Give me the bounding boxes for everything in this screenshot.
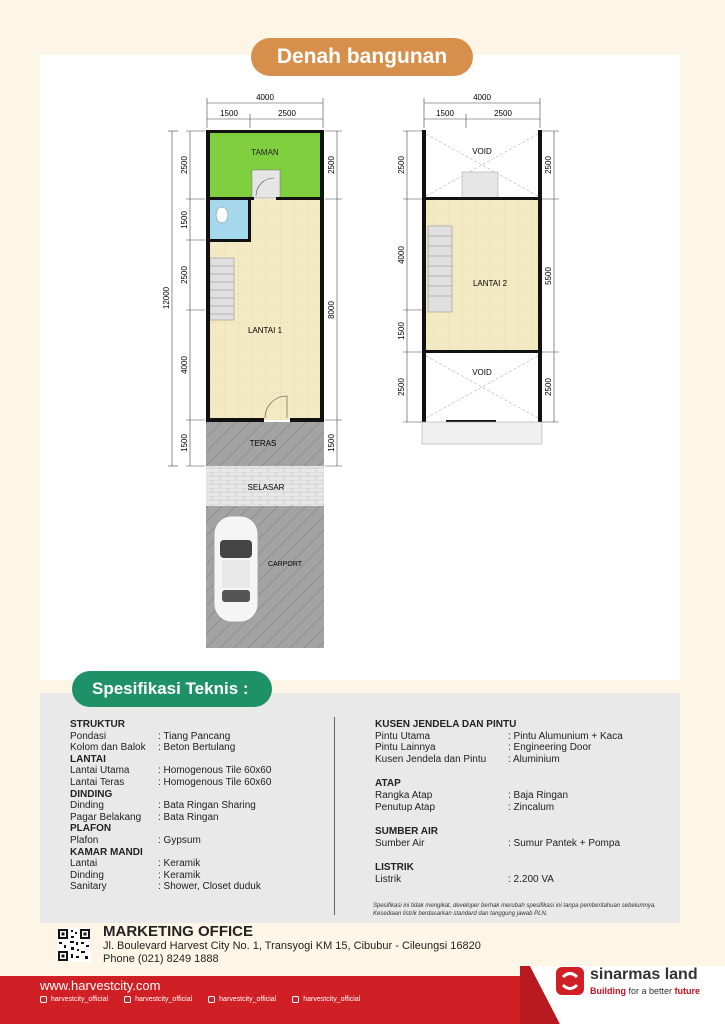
specs-note [373,902,673,918]
f1-dim-l3: 4000 [180,356,189,374]
spec-heading: SUMBER AIR [375,826,438,838]
spec-key: Lantai [70,858,98,870]
page-title: Denah bangunan [251,38,473,76]
brand-tagline: Building for a better future [590,986,701,996]
tiktok-icon [208,996,215,1003]
room-void-bottom: VOID [472,368,492,377]
room-carport: CARPORT [267,561,303,568]
qr-code-icon[interactable] [57,928,91,962]
instagram-icon [124,996,131,1003]
spec-row [70,800,330,812]
f1-dim-l2: 2500 [180,266,189,284]
specs-title: Spesifikasi Teknis : [72,671,272,707]
spec-row [375,731,675,743]
spec-gap [375,849,675,862]
spec-value: : Bata Ringan [158,811,219,823]
youtube-icon [292,996,299,1003]
marketing-office-phone: Phone (021) 8249 1888 [103,953,219,965]
spec-key: Sumber Air [375,837,425,849]
f2-dim-r0: 2500 [544,156,553,174]
car-icon [214,516,258,622]
spec-row [375,790,675,802]
spec-row [70,881,330,893]
spec-heading: KUSEN JENDELA DAN PINTU [375,719,517,730]
f1-dim-l1: 1500 [180,211,189,229]
f1-dim-ltotal: 12000 [162,286,171,310]
spec-key: Kolom dan Balok [70,742,146,754]
spec-row [70,731,330,743]
spec-row [70,858,330,870]
spec-heading: PLAFON [70,823,112,835]
room-taman: TAMAN [251,148,279,157]
marketing-office-title: MARKETING OFFICE [103,923,253,940]
specs-note-line-2: Kesediaan listrik berdasarkan standard dan tanggung jawab PLN. [373,911,548,917]
f2-dim-l1: 4000 [397,246,406,264]
spec-value: : Pintu Alumunium + Kaca [508,730,623,742]
room-teras: TERAS [249,439,277,448]
spec-value: : Homogenous Tile 60x60 [158,765,272,777]
tiktok-link[interactable]: harvestcity_official [208,996,276,1003]
f1-dim-l0: 2500 [180,156,189,174]
spec-value: : Zincalum [508,801,555,813]
spec-value: : Keramik [158,858,201,870]
spec-value: : Tiang Pancang [158,730,231,742]
f2-dim-l2: 1500 [397,322,406,340]
spec-value: : Engineering Door [508,742,592,754]
f2-dim-l0: 2500 [397,156,406,174]
spec-heading: LANTAI [70,753,106,765]
spec-gap [375,765,675,778]
spec-key: Dinding [70,869,104,881]
website-link[interactable]: www.harvestcity.com [40,978,161,993]
spec-value: : Bata Ringan Sharing [158,800,256,812]
f2-dim-l3: 2500 [397,378,406,396]
spec-key: Penutup Atap [375,801,436,813]
spec-row [375,838,675,850]
spec-value: : Gypsum [158,834,201,846]
spec-heading: KAMAR MANDI [70,846,143,858]
f2-dim-right: 2500 [494,109,512,118]
room-lantai-2: LANTAI 2 [472,279,508,288]
spec-row [70,870,330,882]
spec-heading: STRUKTUR [70,719,125,730]
spec-gap [375,813,675,826]
spec-key: Kusen Jendela dan Pintu [375,753,487,765]
f2-dim-total: 4000 [473,93,491,102]
spec-key: Lantai Teras [70,776,125,788]
spec-key: Plafon [70,834,99,846]
spec-key: Pondasi [70,730,107,742]
specs-right-column [375,719,675,886]
f1-dim-left: 1500 [220,109,238,118]
specs-note-line-1: Spesifikasi ini tidak mengikat, developer berhak merubah spesifikasi ini tanpa pemberitahuan sebelumnya. [373,903,656,909]
youtube-link[interactable]: harvestcity_official [292,996,360,1003]
f1-dim-l4: 1500 [180,434,189,452]
spec-row [70,812,330,824]
spec-row [70,835,330,847]
spec-row [375,742,675,754]
spec-value: : Homogenous Tile 60x60 [158,776,272,788]
spec-value: : Sumur Pantek + Pompa [508,837,621,849]
specs-left-column [70,719,330,893]
room-void-top: VOID [472,147,492,156]
spec-key: Pagar Belakang [70,811,142,823]
spec-value: : Shower, Closet duduk [158,881,261,893]
f2-dim-r2: 2500 [544,378,553,396]
f1-dim-r1: 8000 [327,301,336,319]
f2-dim-left: 1500 [436,109,454,118]
sinarmas-logo-icon [555,966,585,996]
floor-1-plan [162,93,342,648]
spec-value: : Aluminium [508,753,560,765]
f1-dim-total: 4000 [256,93,274,102]
spec-key: Rangka Atap [375,789,433,801]
spec-key: Listrik [375,873,402,885]
spec-row [375,874,675,886]
spec-value: : 2.200 VA [508,873,554,885]
facebook-icon [40,996,47,1003]
spec-key: Pintu Utama [375,730,431,742]
room-selasar: SELASAR [247,483,285,492]
room-lantai-1: LANTAI 1 [247,326,283,335]
f1-dim-r0: 2500 [327,156,336,174]
specs-divider [334,717,335,915]
spec-key: Lantai Utama [70,765,130,777]
f1-dim-right: 2500 [278,109,296,118]
spec-key: Dinding [70,800,104,812]
spec-heading: ATAP [375,778,401,790]
social-links [40,996,360,1003]
spec-value: : Keramik [158,869,201,881]
spec-heading: DINDING [70,788,113,800]
spec-heading: LISTRIK [375,862,414,874]
spec-row [375,802,675,814]
spec-value: : Baja Ringan [508,789,569,801]
marketing-office-address: Jl. Boulevard Harvest City No. 1, Transyogi KM 15, Cibubur - Cileungsi 16820 [103,940,481,952]
f1-dim-r2: 1500 [327,434,336,452]
brand-name: sinarmas land [590,966,698,983]
spec-value: : Beton Bertulang [158,742,236,754]
spec-row [70,777,330,789]
instagram-link[interactable]: harvestcity_official [124,996,192,1003]
f2-dim-r1: 5500 [544,267,553,285]
spec-row [70,765,330,777]
floor-2-plan [397,93,559,444]
facebook-link[interactable]: harvestcity_official [40,996,108,1003]
spec-key: Sanitary [70,881,107,893]
spec-row [375,754,675,766]
spec-key: Pintu Lainnya [375,742,436,754]
spec-row [70,742,330,754]
